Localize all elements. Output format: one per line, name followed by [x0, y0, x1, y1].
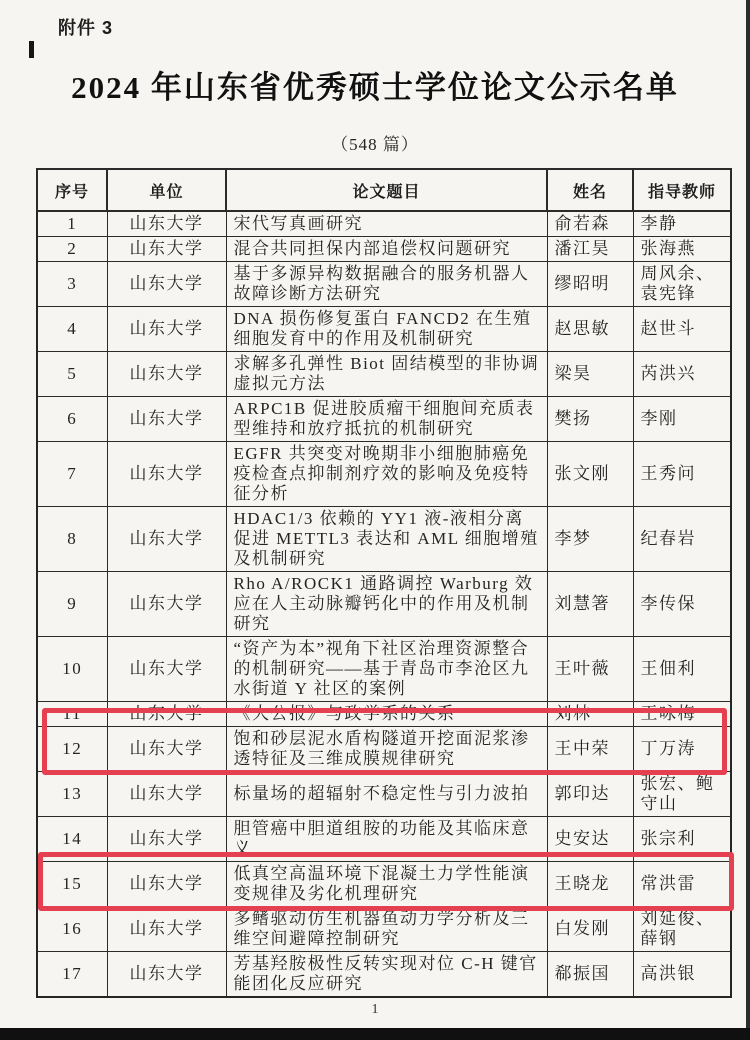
cell-title: Rho A/ROCK1 通路调控 Warburg 效应在人主动脉瓣钙化中的作用及机制研究 [226, 572, 547, 637]
table-row [37, 637, 731, 702]
table-row [37, 507, 731, 572]
table-row [37, 352, 731, 397]
cell-title: HDAC1/3 依赖的 YY1 液-液相分离促进 METTL3 表达和 AML 细胞增殖及机制研究 [226, 507, 547, 572]
cell-no: 2 [37, 237, 107, 262]
cell-title: 混合共同担保内部追偿权问题研究 [226, 237, 547, 262]
table-row [37, 442, 731, 507]
cell-title: 芳基羟胺极性反转实现对位 C-H 键官能团化反应研究 [226, 952, 547, 998]
cell-no: 4 [37, 307, 107, 352]
cell-advisor: 丁万涛 [633, 727, 731, 772]
cell-advisor: 常洪雷 [633, 862, 731, 907]
cell-no: 9 [37, 572, 107, 637]
cell-no: 6 [37, 397, 107, 442]
cell-unit: 山东大学 [107, 442, 226, 507]
cell-title: EGFR 共突变对晚期非小细胞肺癌免疫检查点抑制剂疗效的影响及免疫特征分析 [226, 442, 547, 507]
scan-edge-bottom [0, 1028, 750, 1040]
page-number: 1 [371, 1002, 379, 1017]
cell-advisor: 张宗利 [633, 817, 731, 862]
cell-no: 10 [37, 637, 107, 702]
cell-title: 宋代写真画研究 [226, 211, 547, 237]
cell-name: 潘江昊 [547, 237, 633, 262]
cell-title: 求解多孔弹性 Biot 固结模型的非协调虚拟元方法 [226, 352, 547, 397]
table-row [37, 572, 731, 637]
cell-name: 樊扬 [547, 397, 633, 442]
scan-artifact [29, 41, 34, 58]
table-body [37, 211, 731, 997]
cell-name: 郗振国 [547, 952, 633, 998]
cell-title: 基于多源异构数据融合的服务机器人故障诊断方法研究 [226, 262, 547, 307]
cell-title: 《大公报》与政学系的关系 [226, 702, 547, 727]
table-row [37, 952, 731, 998]
table-row [37, 262, 731, 307]
cell-title: “资产为本”视角下社区治理资源整合的机制研究——基于青岛市李沧区九水街道 Y 社区的案例 [226, 637, 547, 702]
paper-count: （548 篇） [331, 135, 419, 154]
cell-name: 缪昭明 [547, 262, 633, 307]
cell-title: 低真空高温环境下混凝土力学性能演变规律及劣化机理研究 [226, 862, 547, 907]
cell-no: 1 [37, 211, 107, 237]
cell-unit: 山东大学 [107, 727, 226, 772]
cell-no: 7 [37, 442, 107, 507]
cell-name: 王中荣 [547, 727, 633, 772]
table-row [37, 307, 731, 352]
cell-advisor: 李静 [633, 211, 731, 237]
thesis-table [36, 168, 732, 998]
cell-no: 11 [37, 702, 107, 727]
table-header-row [37, 169, 731, 211]
cell-advisor: 赵世斗 [633, 307, 731, 352]
column-header: 论文题目 [226, 169, 547, 211]
cell-name: 史安达 [547, 817, 633, 862]
cell-name: 李梦 [547, 507, 633, 572]
cell-title: 多鳍驱动仿生机器鱼动力学分析及三维空间避障控制研究 [226, 907, 547, 952]
cell-unit: 山东大学 [107, 702, 226, 727]
cell-name: 刘林 [547, 702, 633, 727]
cell-no: 17 [37, 952, 107, 998]
cell-name: 白发刚 [547, 907, 633, 952]
cell-name: 俞若森 [547, 211, 633, 237]
cell-name: 梁昊 [547, 352, 633, 397]
cell-unit: 山东大学 [107, 397, 226, 442]
cell-name: 郭印达 [547, 772, 633, 817]
cell-advisor: 李传保 [633, 572, 731, 637]
table-row [37, 237, 731, 262]
cell-name: 王晓龙 [547, 862, 633, 907]
cell-no: 16 [37, 907, 107, 952]
cell-unit: 山东大学 [107, 352, 226, 397]
scan-edge-right [746, 0, 750, 1040]
table-row [37, 211, 731, 237]
cell-advisor: 李刚 [633, 397, 731, 442]
cell-name: 王叶薇 [547, 637, 633, 702]
table-row [37, 702, 731, 727]
cell-advisor: 王咏梅 [633, 702, 731, 727]
table-row [37, 817, 731, 862]
cell-unit: 山东大学 [107, 572, 226, 637]
cell-no: 3 [37, 262, 107, 307]
cell-unit: 山东大学 [107, 817, 226, 862]
cell-unit: 山东大学 [107, 862, 226, 907]
cell-title: 标量场的超辐射不稳定性与引力波拍 [226, 772, 547, 817]
cell-unit: 山东大学 [107, 772, 226, 817]
cell-no: 12 [37, 727, 107, 772]
cell-unit: 山东大学 [107, 637, 226, 702]
cell-advisor: 高洪银 [633, 952, 731, 998]
cell-name: 刘慧箸 [547, 572, 633, 637]
cell-title: ARPC1B 促进胶质瘤干细胞间充质表型维持和放疗抵抗的机制研究 [226, 397, 547, 442]
cell-no: 8 [37, 507, 107, 572]
cell-advisor: 张宏、鲍守山 [633, 772, 731, 817]
cell-advisor: 张海燕 [633, 237, 731, 262]
column-header: 指导教师 [633, 169, 731, 211]
table-row [37, 862, 731, 907]
cell-unit: 山东大学 [107, 952, 226, 998]
attachment-label: 附件 3 [58, 18, 114, 38]
cell-advisor: 刘延俊、薛钢 [633, 907, 731, 952]
cell-advisor: 周风余、袁宪锋 [633, 262, 731, 307]
cell-no: 14 [37, 817, 107, 862]
cell-title: DNA 损伤修复蛋白 FANCD2 在生殖细胞发育中的作用及机制研究 [226, 307, 547, 352]
table-row [37, 397, 731, 442]
cell-advisor: 王秀问 [633, 442, 731, 507]
cell-title: 胆管癌中胆道组胺的功能及其临床意义 [226, 817, 547, 862]
column-header: 序号 [37, 169, 107, 211]
cell-no: 15 [37, 862, 107, 907]
cell-name: 张文刚 [547, 442, 633, 507]
cell-title: 饱和砂层泥水盾构隧道开挖面泥浆渗透特征及三维成膜规律研究 [226, 727, 547, 772]
table-row [37, 907, 731, 952]
cell-unit: 山东大学 [107, 211, 226, 237]
cell-name: 赵思敏 [547, 307, 633, 352]
cell-unit: 山东大学 [107, 307, 226, 352]
cell-advisor: 纪春岩 [633, 507, 731, 572]
cell-unit: 山东大学 [107, 907, 226, 952]
cell-advisor: 王佃利 [633, 637, 731, 702]
cell-no: 13 [37, 772, 107, 817]
cell-no: 5 [37, 352, 107, 397]
cell-unit: 山东大学 [107, 237, 226, 262]
page-title: 2024 年山东省优秀硕士学位论文公示名单 [71, 70, 679, 105]
table-row [37, 772, 731, 817]
column-header: 单位 [107, 169, 226, 211]
table-row [37, 727, 731, 772]
cell-advisor: 芮洪兴 [633, 352, 731, 397]
cell-unit: 山东大学 [107, 507, 226, 572]
cell-unit: 山东大学 [107, 262, 226, 307]
column-header: 姓名 [547, 169, 633, 211]
